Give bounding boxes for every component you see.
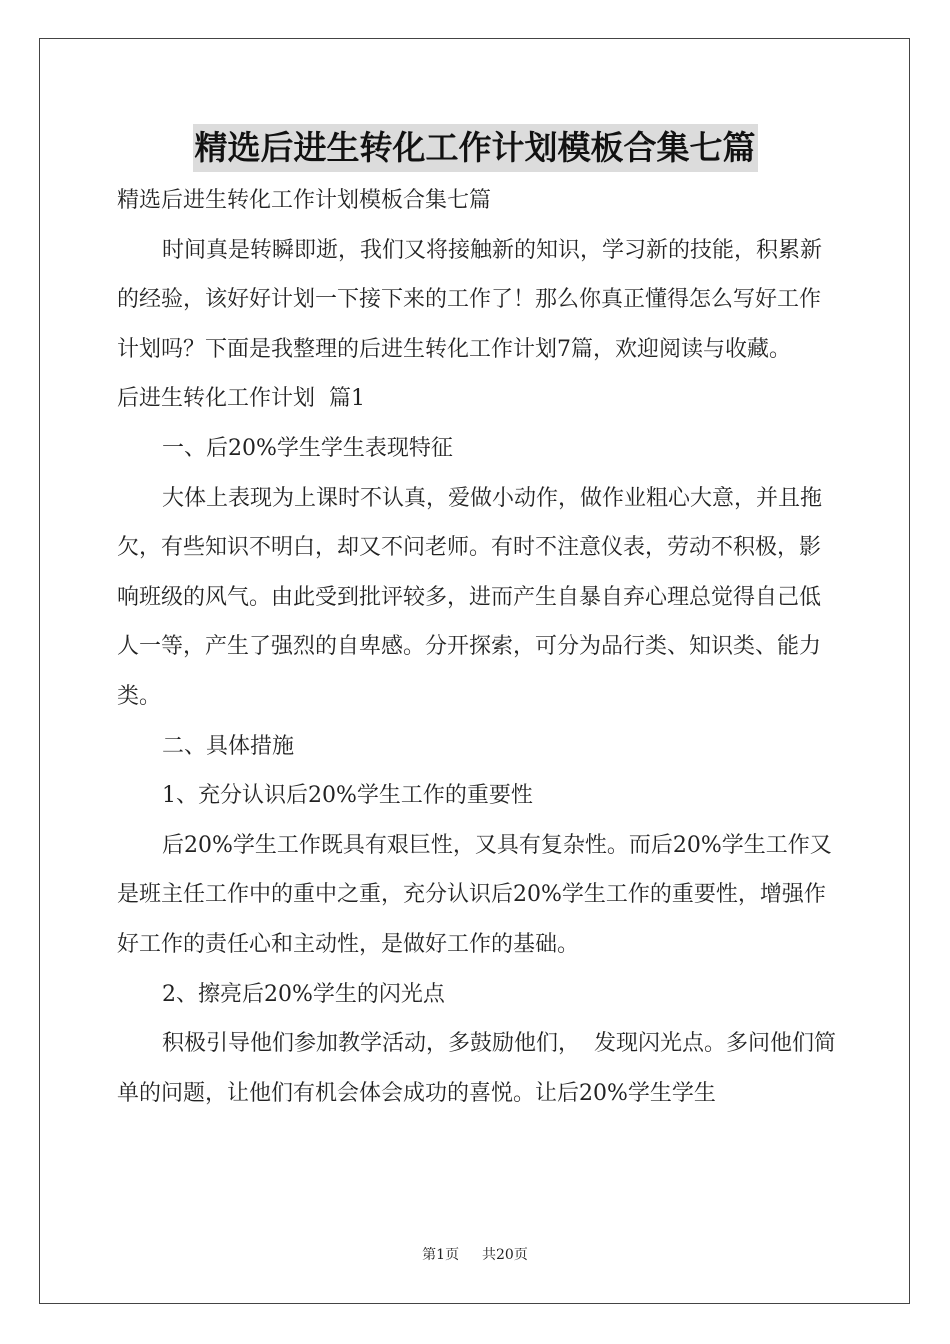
paragraph: 时间真是转瞬即逝，我们又将接触新的知识，学习新的技能，积累新的经验，该好好计划一下接下来的工作了！那么你真正懂得怎么写好工作计划吗？下面是我整理的后进生转化工作计划7篇，欢迎阅读与收藏。 xyxy=(117,237,823,362)
total-pages: 共20页 xyxy=(482,1247,528,1263)
subheading: 2、擦亮后20%学生的闪光点 xyxy=(162,981,445,1007)
paragraph: 精选后进生转化工作计划模板合集七篇 xyxy=(117,188,492,213)
paragraph: 积极引导他们参加教学活动，多鼓励他们， 发现闪光点。多问他们简单的问题，让他们有机会体会成功的喜悦。让后20%学生学生 xyxy=(117,1031,836,1106)
subheading: 1、充分认识后20%学生工作的重要性 xyxy=(162,783,533,809)
title-container xyxy=(0,124,950,172)
document-title: 精选后进生转化工作计划模板合集七篇 xyxy=(193,124,758,172)
document-body xyxy=(117,176,837,1118)
subheading: 一、后20%学生学生表现特征 xyxy=(162,435,453,461)
subheading: 二、具体措施 xyxy=(162,733,295,759)
paragraph: 后20%学生工作既具有艰巨性，又具有复杂性。而后20%学生工作又是班主任工作中的重中之重，充分认识后20%学生工作的重要性，增强作好工作的责任心和主动性，是做好工作的基础。 xyxy=(117,832,832,957)
section-heading: 后进生转化工作计划 篇1 xyxy=(117,386,365,412)
page-footer xyxy=(0,1244,950,1264)
paragraph: 大体上表现为上课时不认真，爱做小动作，做作业粗心大意，并且拖欠，有些知识不明白，却又不问老师。有时不注意仪表，劳动不积极，影响班级的风气。由此受到批评较多，进而产生自暴自弃心理总觉得自己低人一等，产生了强烈的自卑感。分开探索，可分为品行类、知识类、能力类。 xyxy=(117,485,823,709)
page-number: 第1页 xyxy=(422,1247,460,1263)
